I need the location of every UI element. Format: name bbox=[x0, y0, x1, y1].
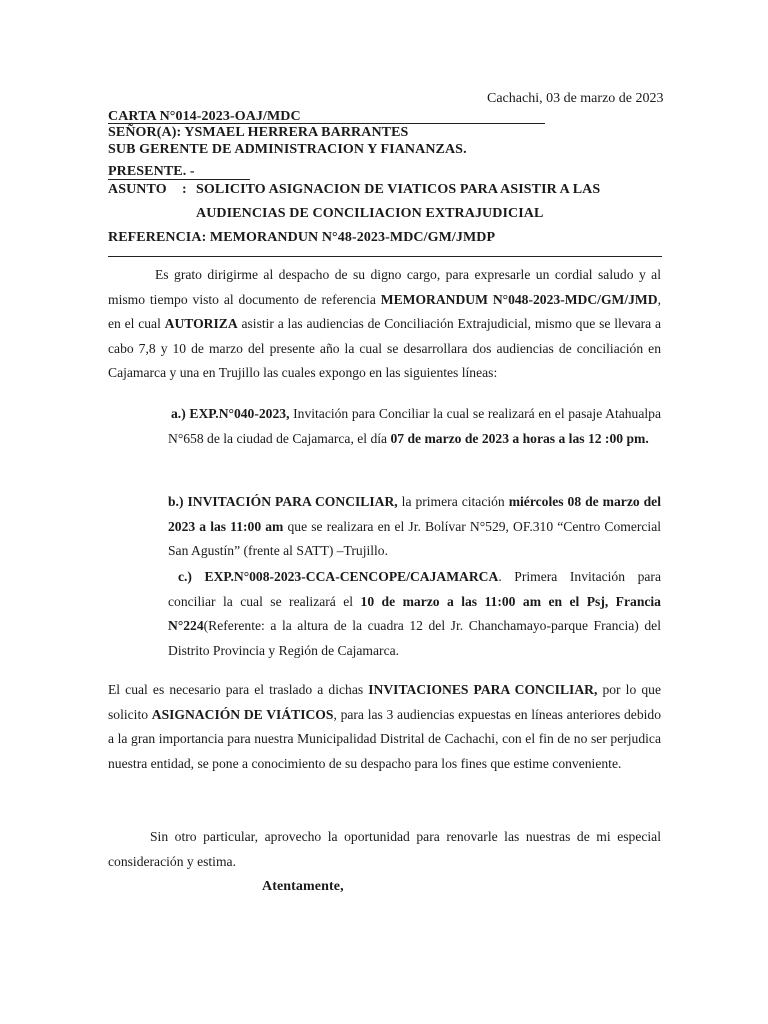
presente: PRESENTE. - bbox=[108, 164, 195, 179]
paragraph-request: El cual es necesario para el traslado a dichas INVITACIONES PARA CONCILIAR, por lo que solicito ASIGNACIÓN DE VIÁTICOS, para las 3 audiencias expuestas en líneas anteriores debido a la gran importancia para nuestra Municipalidad Distrital de Cachachi, con el fin de no ser perjudica nuestra entidad, se pone a conocimiento de su despacho para los fines que estime conveniente. bbox=[108, 682, 661, 771]
item-a: a.) EXP.N°040-2023, Invitación para Conciliar la cual se realizará en el pasaje Atahualpa N°658 de la ciudad de Cajamarca, el día 07 de marzo de 2023 a horas a las 12 :00 pm. bbox=[168, 406, 661, 446]
paragraph-intro: Es grato dirigirme al despacho de su digno cargo, para expresarle un cordial saludo y al mismo tiempo visto al documento de referencia MEMORANDUM N°048-2023-MDC/GM/JMD, en el cual AUTORIZA asistir a las audiencias de Conciliación Extrajudicial, mismo que se llevara a cabo 7,8 y 10 de marzo del presente año la cual se desarrollara dos audiencias de conciliación en Cajamarca y una en Trujillo las cuales expongo en las siguientes líneas: bbox=[108, 267, 661, 381]
presente-underline bbox=[108, 179, 250, 180]
item-b: b.) INVITACIÓN PARA CONCILIAR, la primera citación miércoles 08 de marzo del 2023 a las 11:00 am que se realizara en el Jr. Bolívar N°529, OF.310 “Centro Comercial San Agustín” (frente al SATT) –Trujillo. bbox=[168, 494, 661, 559]
referencia: REFERENCIA: MEMORANDUN N°48-2023-MDC/GM/JMDP bbox=[108, 230, 496, 245]
carta-number: CARTA N°014-2023-OAJ/MDC bbox=[108, 109, 301, 124]
asunto-label: ASUNTO bbox=[108, 182, 167, 197]
recipient-title: SUB GERENTE DE ADMINISTRACION Y FIANANZAS. bbox=[108, 142, 467, 157]
closing-signoff: Atentamente, bbox=[262, 879, 344, 894]
asunto-line-2: AUDIENCIAS DE CONCILIACION EXTRAJUDICIAL bbox=[196, 206, 544, 221]
item-c: c.) EXP.N°008-2023-CCA-CENCOPE/CAJAMARCA. Primera Invitación para conciliar la cual se realizará el 10 de marzo a las 11:00 am en el Psj, Francia N°224(Referente: a la altura de la cuadra 12 del Jr. Chanchamayo-parque Francia) del Distrito Provincia y Región de Cajamarca. bbox=[168, 569, 661, 658]
asunto-colon: : bbox=[182, 182, 187, 197]
paragraph-closing: Sin otro particular, aprovecho la oportunidad para renovarle las nuestras de mi especial consideración y estima. bbox=[108, 829, 661, 869]
place-date: Cachachi, 03 de marzo de 2023 bbox=[487, 91, 664, 106]
header-divider bbox=[108, 256, 662, 257]
recipient-line: SEÑOR(A): YSMAEL HERRERA BARRANTES bbox=[108, 125, 409, 140]
asunto-line-1: SOLICITO ASIGNACION DE VIATICOS PARA ASISTIR A LAS bbox=[196, 182, 601, 197]
